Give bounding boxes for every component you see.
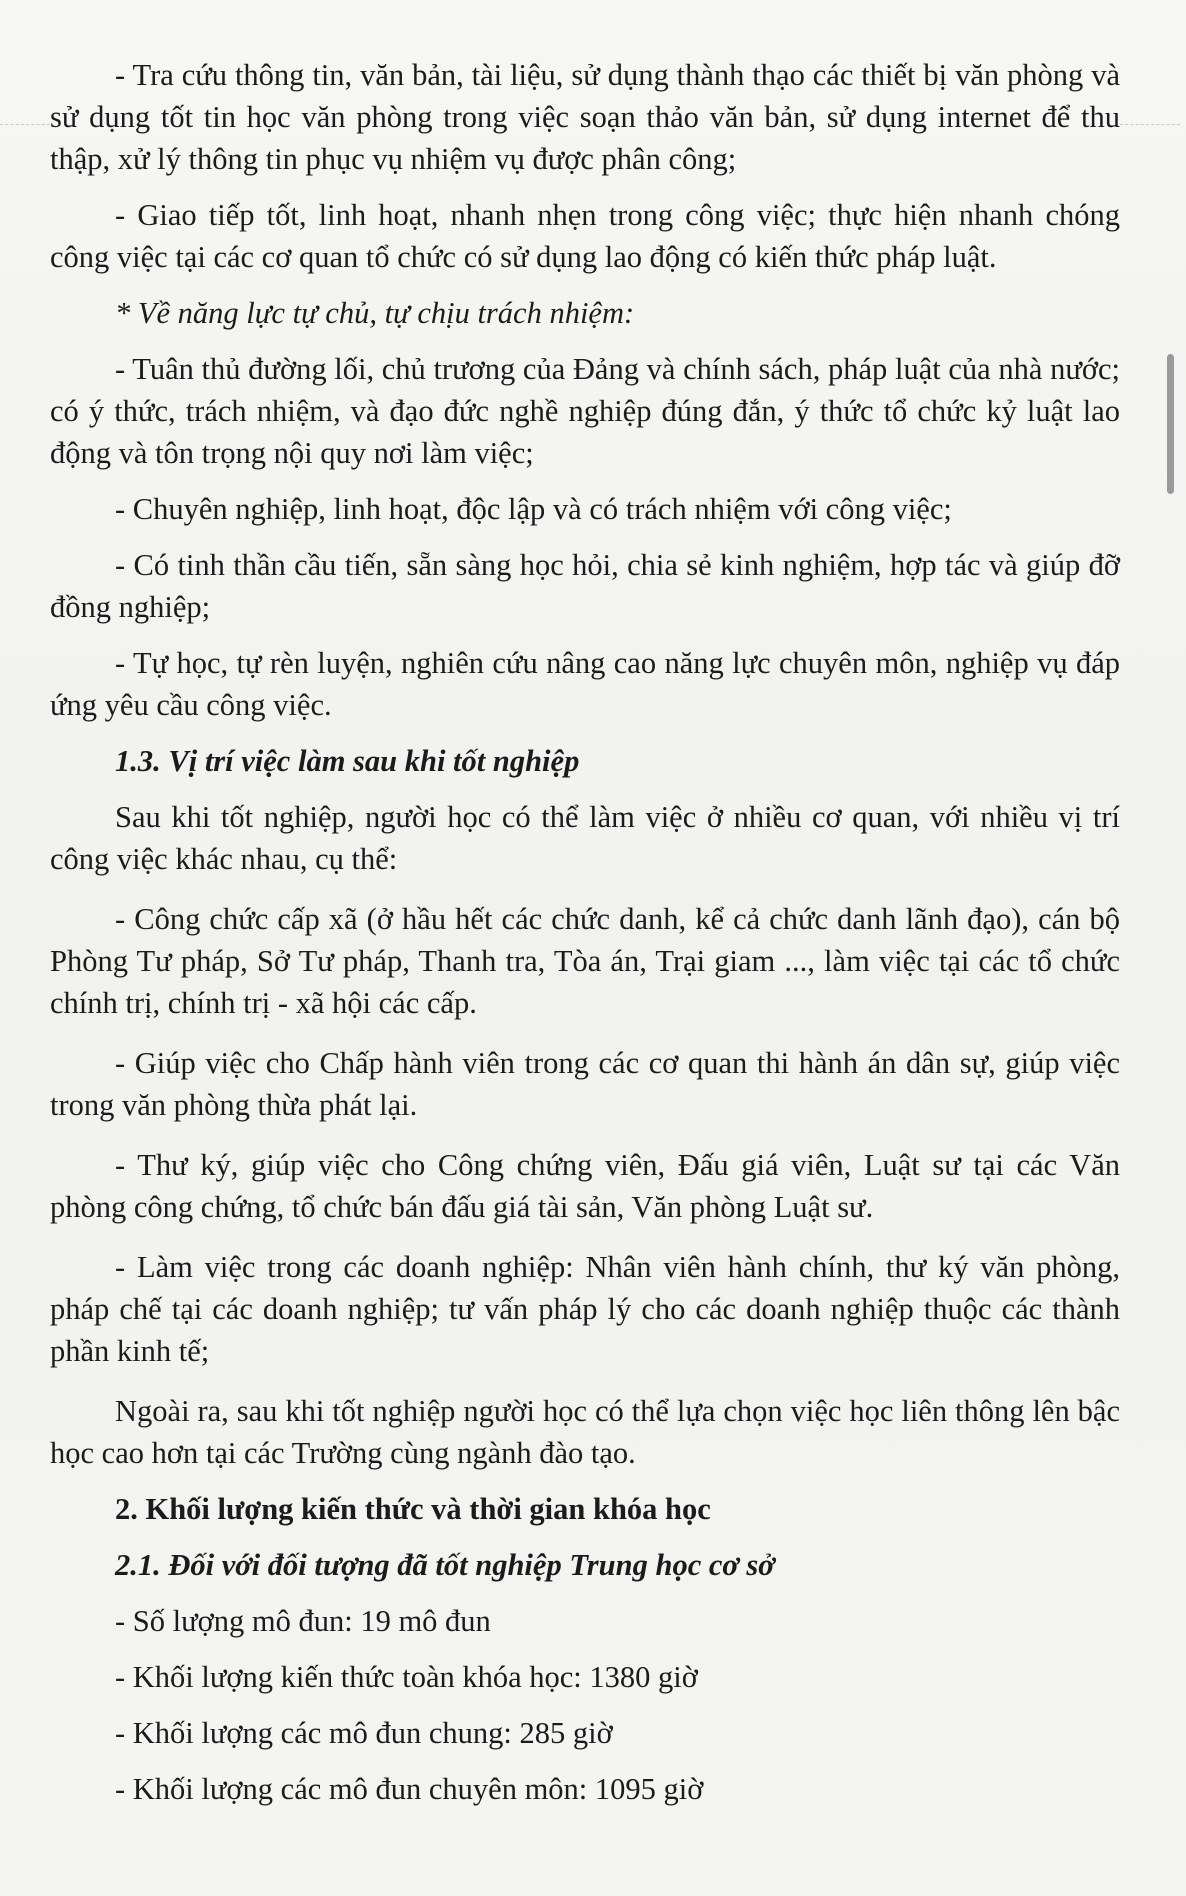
paragraph-eagerness: - Có tinh thần cầu tiến, sẵn sàng học hỏi, chia sẻ kinh nghiệm, hợp tác và giúp đỡ đồng nghiệp; <box>50 548 1120 624</box>
list-item-specialized-hours: - Khối lượng các mô đun chuyên môn: 1095 giờ <box>115 1772 704 1806</box>
list-item-module-count: - Số lượng mô đun: 19 mô đun <box>115 1604 491 1638</box>
paragraph-job-enforcement: - Giúp việc cho Chấp hành viên trong các cơ quan thi hành án dân sự, giúp việc trong văn phòng thừa phát lại. <box>50 1046 1120 1122</box>
scan-artifact-line <box>0 124 50 125</box>
paragraph-self-study: - Tự học, tự rèn luyện, nghiên cứu nâng cao năng lực chuyên môn, nghiệp vụ đáp ứng yêu cầu công việc. <box>50 646 1120 722</box>
paragraph-office-skills: - Tra cứu thông tin, văn bản, tài liệu, sử dụng thành thạo các thiết bị văn phòng và sử dụng tốt tin học văn phòng trong việc soạn thảo văn bản, sử dụng internet để thu thập, xử lý thông tin phục vụ nhiệm vụ được phân công; <box>50 58 1120 176</box>
section-heading-2-1: 2.1. Đối với đối tượng đã tốt nghiệp Trung học cơ sở <box>115 1548 775 1582</box>
section-heading-1-3: 1.3. Vị trí việc làm sau khi tốt nghiệp <box>115 744 580 778</box>
list-item-general-hours: - Khối lượng các mô đun chung: 285 giờ <box>115 1716 613 1750</box>
scrollbar[interactable] <box>1162 0 1186 1896</box>
paragraph-further-study: Ngoài ra, sau khi tốt nghiệp người học có thể lựa chọn việc học liên thông lên bậc học cao hơn tại các Trường cùng ngành đào tạo. <box>50 1394 1120 1470</box>
section-heading-2: 2. Khối lượng kiến thức và thời gian khóa học <box>115 1492 711 1526</box>
list-item-total-hours: - Khối lượng kiến thức toàn khóa học: 1380 giờ <box>115 1660 698 1694</box>
subheading-autonomy: * Về năng lực tự chủ, tự chịu trách nhiệm: <box>115 296 635 330</box>
scrollbar-thumb[interactable] <box>1167 354 1174 494</box>
paragraph-job-civil-servant: - Công chức cấp xã (ở hầu hết các chức danh, kể cả chức danh lãnh đạo), cán bộ Phòng Tư pháp, Sở Tư pháp, Thanh tra, Tòa án, Trại giam ..., làm việc tại các tổ chức chính trị, chính trị - xã hội các cấp. <box>50 902 1120 1020</box>
paragraph-professionalism: - Chuyên nghiệp, linh hoạt, độc lập và có trách nhiệm với công việc; <box>115 492 952 526</box>
paragraph-job-intro: Sau khi tốt nghiệp, người học có thể làm việc ở nhiều cơ quan, với nhiều vị trí công việc khác nhau, cụ thể: <box>50 800 1120 876</box>
document-body <box>50 54 1120 1810</box>
paragraph-job-notary: - Thư ký, giúp việc cho Công chứng viên, Đấu giá viên, Luật sư tại các Văn phòng công chứng, tổ chức bán đấu giá tài sản, Văn phòng Luật sư. <box>50 1148 1120 1224</box>
paragraph-job-enterprise: - Làm việc trong các doanh nghiệp: Nhân viên hành chính, thư ký văn phòng, pháp chế tại các doanh nghiệp; tư vấn pháp lý cho các doanh nghiệp thuộc các thành phần kinh tế; <box>50 1250 1120 1368</box>
paragraph-communication: - Giao tiếp tốt, linh hoạt, nhanh nhẹn trong công việc; thực hiện nhanh chóng công việc tại các cơ quan tổ chức có sử dụng lao động có kiến thức pháp luật. <box>50 198 1120 274</box>
paragraph-compliance: - Tuân thủ đường lối, chủ trương của Đảng và chính sách, pháp luật của nhà nước; có ý thức, trách nhiệm, và đạo đức nghề nghiệp đúng đắn, ý thức tổ chức kỷ luật lao động và tôn trọng nội quy nơi làm việc; <box>50 352 1120 470</box>
